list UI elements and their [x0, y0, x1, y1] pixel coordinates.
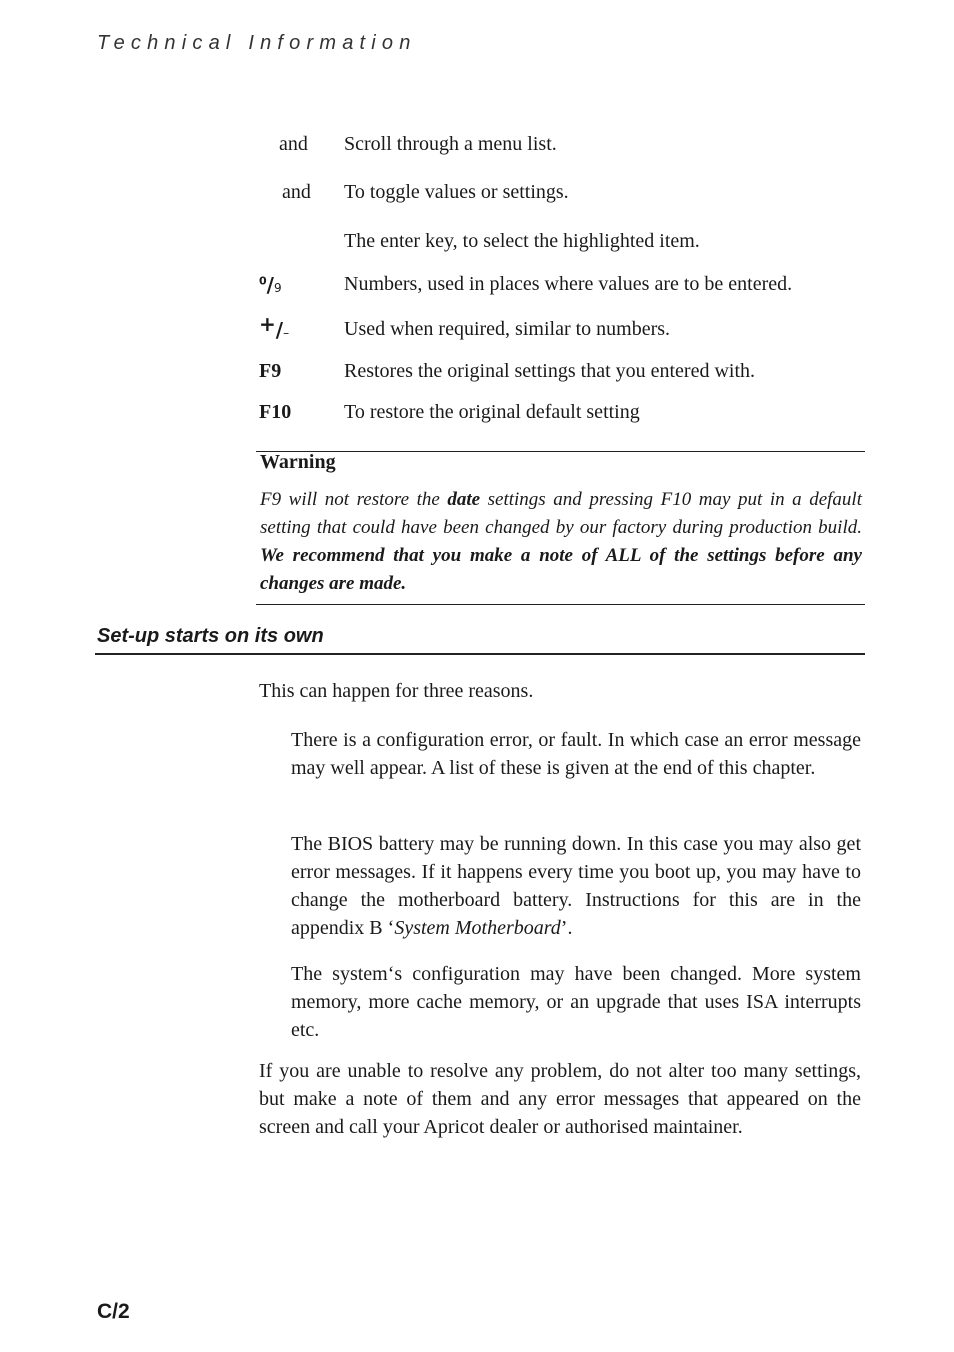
- reason-reference: System Motherboard: [394, 917, 561, 939]
- key-description: Numbers, used in places where values are to be entered.: [344, 273, 793, 295]
- warning-recommendation: We recommend that you make a note of ALL of the settings before any changes are made.: [260, 545, 862, 594]
- reason-paragraph: The system‘s configuration may have been changed. More system memory, more cache memory, or an upgrade that uses ISA interrupts etc.: [291, 963, 861, 1041]
- key-label: F9: [259, 360, 282, 382]
- key-separator: /: [275, 318, 284, 342]
- warning-body: [260, 486, 862, 598]
- warning-top-rule: [256, 451, 865, 452]
- key-description: To toggle values or settings.: [344, 181, 569, 203]
- section-intro: This can happen for three reasons.: [259, 680, 534, 702]
- warning-bottom-rule: [256, 604, 865, 605]
- key-description: To restore the original default setting: [344, 401, 640, 423]
- key-label: [259, 273, 339, 297]
- key-description: Scroll through a menu list.: [344, 133, 557, 155]
- key-description: Used when required, similar to numbers.: [344, 318, 671, 340]
- key-label: and: [282, 181, 311, 203]
- reason-tail: ’.: [560, 917, 573, 939]
- key-label: [259, 312, 339, 342]
- warning-text: settings and pressing F10 may put in a default setting that could have been changed by our factory during production build.: [260, 489, 862, 538]
- reason-text: The BIOS battery may be running down. In this case you may also get error messages. If it happens every time you boot up, you may have to change the motherboard battery. Instructions for this are in the appendix B ‘: [291, 833, 861, 939]
- warning-title: Warning: [260, 451, 336, 473]
- section-heading: Set-up starts on its own: [97, 625, 324, 647]
- section-heading-rule: [95, 653, 865, 655]
- key-main: +: [259, 312, 276, 336]
- warning-emphasis-date: date: [447, 489, 481, 510]
- reason-paragraph: There is a configuration error, or fault. In which case an error message may well appear. A list of these is given at the end of this chapter.: [291, 729, 861, 779]
- key-description: The enter key, to select the highlighted item.: [344, 230, 700, 252]
- key-description: Restores the original settings that you entered with.: [344, 360, 756, 382]
- page-number: C/2: [97, 1300, 130, 1323]
- key-end: –: [283, 326, 290, 340]
- key-main: 0: [259, 274, 267, 288]
- key-end: 9: [273, 281, 282, 295]
- warning-text: F9 will not restore the: [260, 489, 448, 510]
- running-head: Technical Information: [97, 32, 417, 54]
- key-label: and: [279, 133, 308, 155]
- key-separator: /: [266, 273, 274, 297]
- closing-paragraph: If you are unable to resolve any problem, do not alter too many settings, but make a note of them and any error messages that appeared on the screen and call your Apricot dealer or authorised maintainer.: [259, 1060, 861, 1138]
- key-label: F10: [259, 401, 292, 423]
- reason-paragraph: [291, 830, 861, 942]
